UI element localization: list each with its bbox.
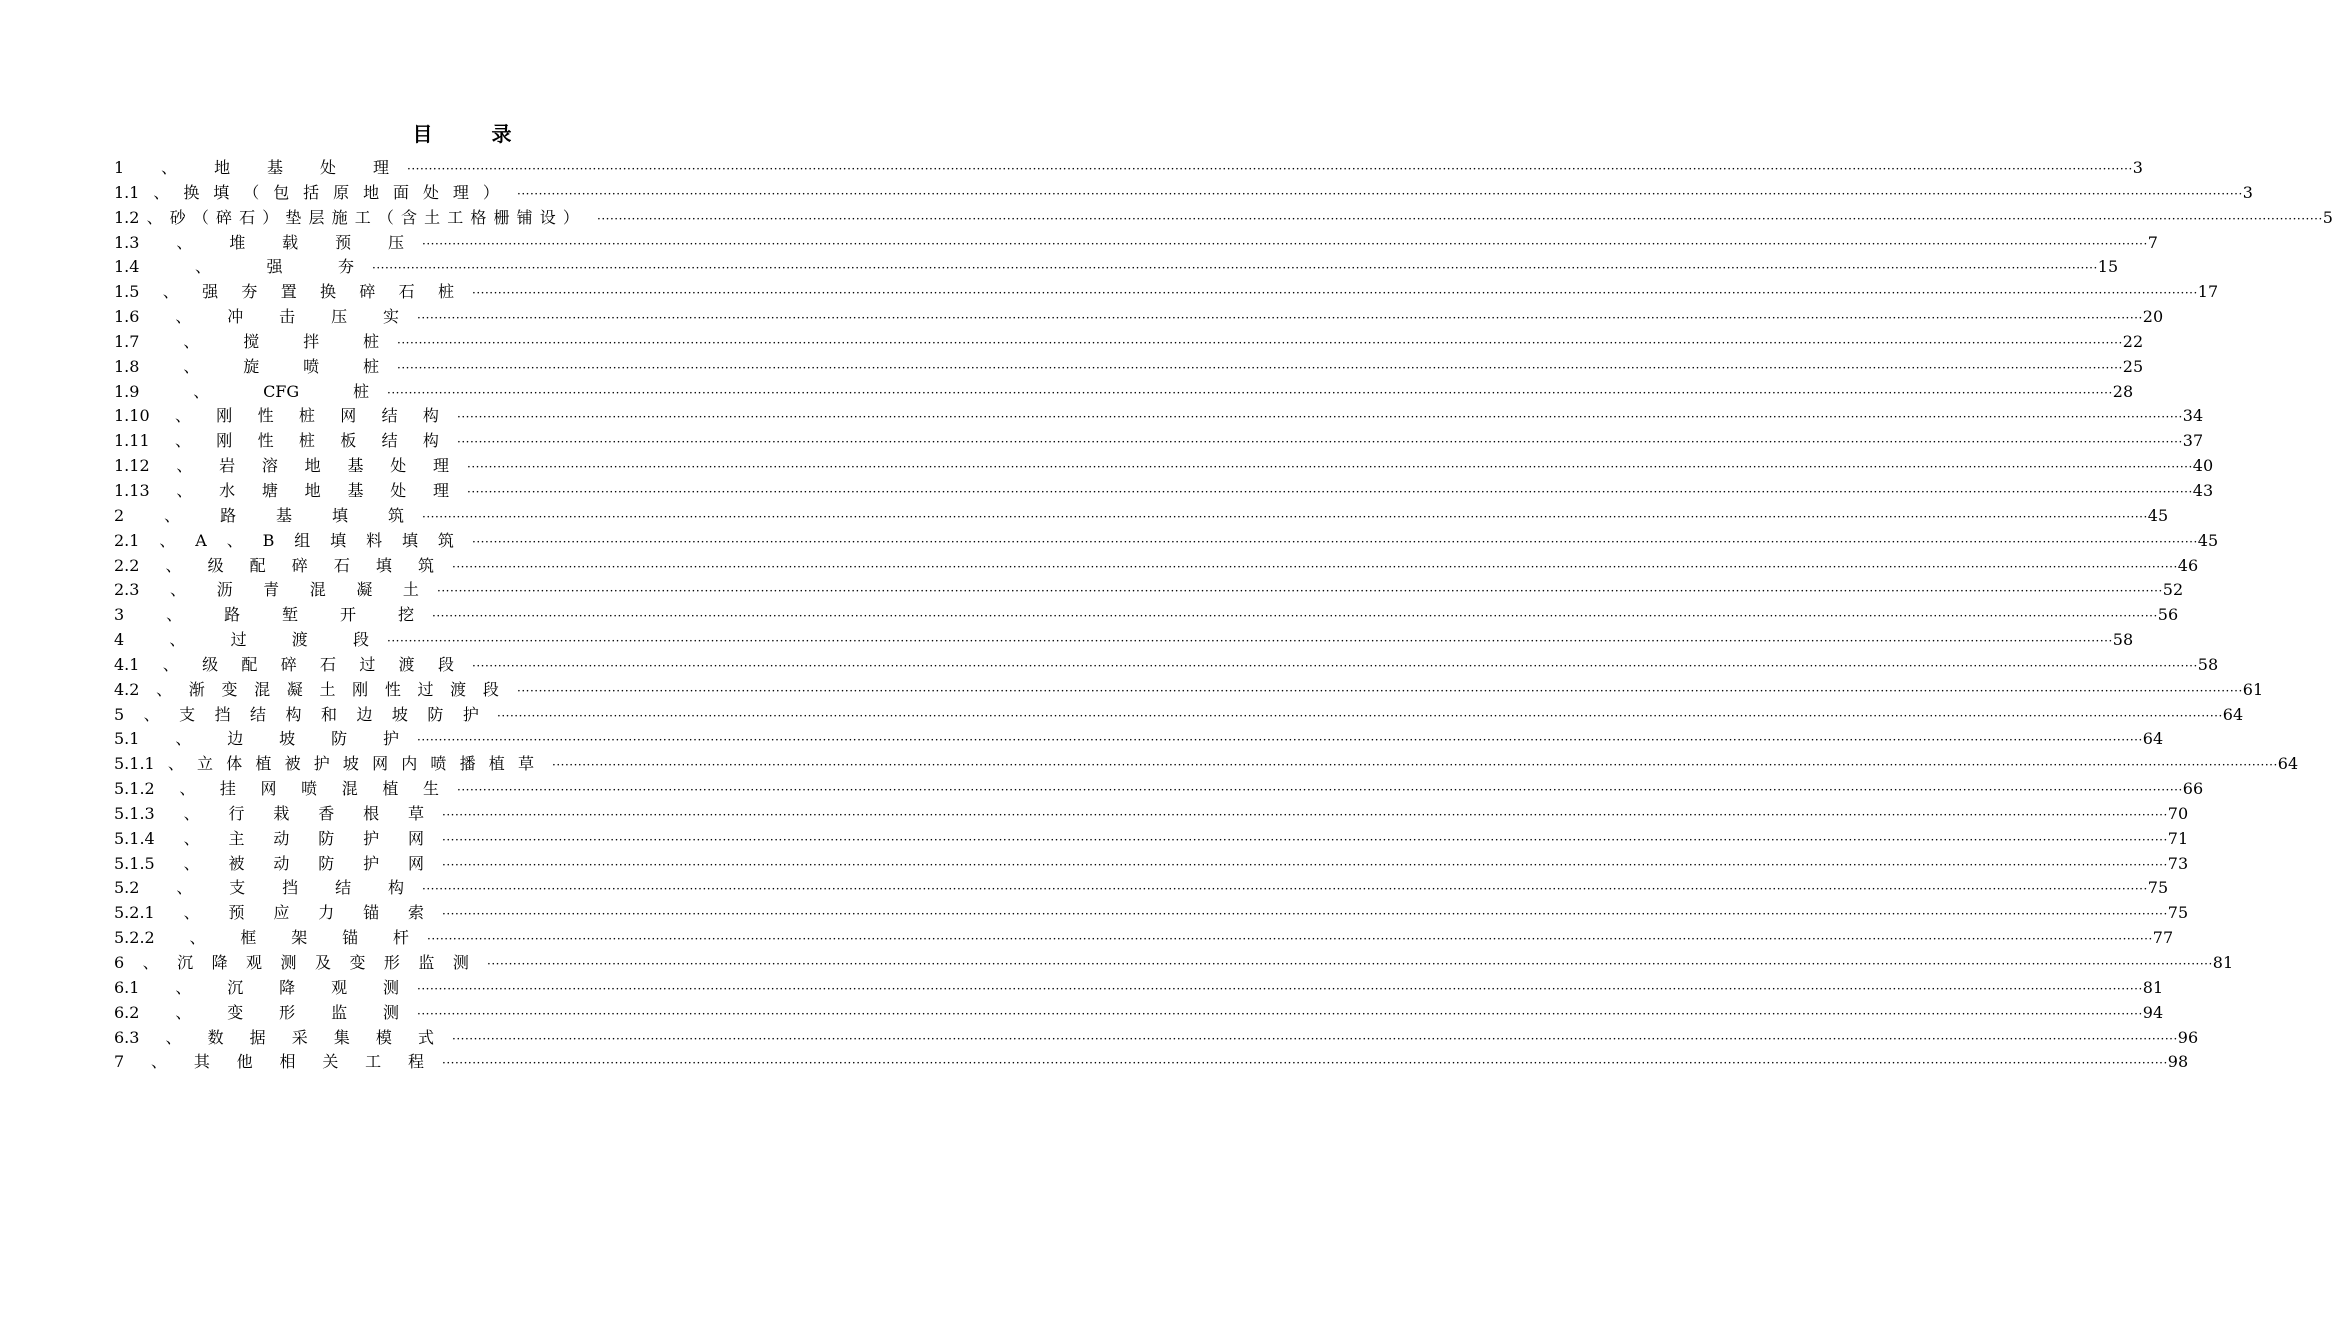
toc-entry-label: 7 、 其 他 相 关 工 程: [114, 1052, 424, 1072]
toc-entry[interactable]: [114, 504, 2169, 529]
toc-leader-dots: ················································································································································································································································································································································································································: [452, 559, 2178, 574]
toc-entry-label: 5.2 、 支 挡 结 构: [114, 878, 404, 898]
toc-entry-label: 3 、 路 堑 开 挖: [114, 605, 414, 625]
toc-leader-dots: ················································································································································································································································································································································································································: [422, 882, 2148, 897]
toc-entry-label: 6.2 、 变 形 监 测: [114, 1002, 399, 1022]
toc-entry-label: 5.1.1 、 立 体 植 被 护 坡 网 内 喷 播 植 草: [114, 754, 534, 774]
toc-leader-dots: ················································································································································································································································································································································································································: [442, 832, 2168, 847]
toc-leader-dots: ················································································································································································································································································································································································································: [517, 186, 2243, 201]
toc-page-number: 28: [2112, 381, 2134, 401]
toc-leader-dots: ················································································································································································································································································································································································································: [457, 783, 2183, 798]
toc-leader-dots: ················································································································································································································································································································································································································: [397, 360, 2123, 375]
toc-entry-label: 5.1.3 、 行 栽 香 根 草: [114, 803, 424, 823]
toc-page-number: 3: [2132, 158, 2143, 177]
toc-entry-label: 5 、 支 挡 结 构 和 边 坡 防 护: [114, 704, 479, 724]
toc-entry-label: 2.3 、 沥 青 混 凝 土: [114, 580, 419, 600]
toc-entry-label: 1.6 、 冲 击 压 实: [114, 307, 399, 327]
toc-leader-dots: ················································································································································································································································································································································································································: [417, 1006, 2143, 1021]
toc-entry-label: 5.2.1 、 预 应 力 锚 索: [114, 903, 424, 923]
toc-page-number: 20: [2142, 307, 2164, 327]
toc-leader-dots: ················································································································································································································································································································································································································: [387, 634, 2113, 649]
toc-leader-dots: ················································································································································································································································································································································································································: [417, 981, 2143, 996]
toc-page-number: 25: [2122, 356, 2144, 376]
toc-entry[interactable]: [114, 976, 2164, 1001]
toc-page-number: 64: [2222, 704, 2244, 724]
toc-entry[interactable]: [114, 305, 2164, 330]
toc-page-number: 5: [2322, 207, 2333, 227]
toc-entry[interactable]: [114, 876, 2169, 901]
toc-entry[interactable]: [114, 330, 2144, 355]
toc-page-number: 58: [2197, 654, 2219, 674]
toc-entry[interactable]: [114, 1001, 2164, 1026]
toc-entry-label: 1.13 、 水 塘 地 基 处 理: [114, 480, 449, 500]
toc-leader-dots: ················································································································································································································································································································································································································: [457, 410, 2183, 425]
toc-page-number: 66: [2182, 779, 2204, 799]
toc-entry[interactable]: [114, 678, 2264, 703]
toc-entry-label: 1.2 、 砂 （ 碎 石 ） 垫 层 施 工 （ 含 土 工 格 栅 铺 设 ）: [114, 207, 579, 227]
toc-page-number: 52: [2162, 580, 2184, 600]
toc-entry-label: 1.12 、 岩 溶 地 基 处 理: [114, 456, 449, 476]
toc-page-number: 58: [2112, 630, 2134, 650]
toc-entry[interactable]: [114, 727, 2164, 752]
toc-entry-label: 1.9 、 CFG 桩: [114, 381, 369, 401]
toc-leader-dots: ················································································································································································································································································································································································································: [472, 534, 2198, 549]
toc-leader-dots: ················································································································································································································································································································································································································: [597, 211, 2323, 226]
toc-entry[interactable]: [114, 554, 2199, 579]
toc-entry-label: 6 、 沉 降 观 测 及 变 形 监 测: [114, 953, 469, 972]
toc-entry-label: 1.5 、 强 夯 置 换 碎 石 桩: [114, 282, 454, 302]
toc-entry-label: 1 、 地 基 处 理: [114, 158, 389, 177]
toc-leader-dots: ················································································································································································································································································································································································································: [442, 807, 2168, 822]
toc-entry[interactable]: [114, 628, 2134, 653]
toc-leader-dots: ················································································································································································································································································································································································································: [397, 335, 2123, 350]
toc-leader-dots: ················································································································································································································································································································································································································: [422, 236, 2148, 251]
toc-page-number: 96: [2177, 1027, 2199, 1047]
toc-entry-label: 4.2 、 渐 变 混 凝 土 刚 性 过 渡 段: [114, 679, 499, 699]
toc-entry-label: 1.8 、 旋 喷 桩: [114, 356, 379, 376]
toc-entry[interactable]: [114, 529, 2219, 554]
toc-page-number: 45: [2147, 505, 2169, 525]
toc-entry[interactable]: [114, 255, 2119, 280]
toc-entry[interactable]: [114, 752, 2299, 777]
toc-leader-dots: ················································································································································································································································································································································································································: [407, 162, 2133, 176]
toc-entry-label: 6.1 、 沉 降 观 测: [114, 977, 399, 997]
toc-leader-dots: ················································································································································································································································································································································································································: [432, 609, 2158, 624]
toc-page-number: 73: [2167, 853, 2189, 873]
toc-entry[interactable]: [114, 802, 2189, 827]
toc-entry-label: 1.1 、 换 填 （ 包 括 原 地 面 处 理 ）: [114, 182, 499, 202]
toc-page-number: 15: [2097, 257, 2119, 277]
toc-page-number: 98: [2167, 1052, 2189, 1072]
toc-entry[interactable]: [114, 404, 2204, 429]
toc-page-number: 94: [2142, 1002, 2164, 1022]
toc-leader-dots: ················································································································································································································································································································································································································: [472, 286, 2198, 301]
toc-entry-label: 5.1.5 、 被 动 防 护 网: [114, 853, 424, 873]
toc-entry-label: 1.10 、 刚 性 桩 网 结 构: [114, 406, 439, 426]
toc-page-number: 81: [2142, 977, 2164, 997]
toc-leader-dots: ················································································································································································································································································································································································································: [442, 857, 2168, 872]
toc-entry-label: 6.3 、 数 据 采 集 模 式: [114, 1027, 434, 1047]
toc-entry-label: 4.1 、 级 配 碎 石 过 渡 段: [114, 654, 454, 674]
toc-leader-dots: ················································································································································································································································································································································································································: [487, 957, 2213, 971]
toc-entry[interactable]: [114, 156, 2143, 181]
toc-entry-label: 2 、 路 基 填 筑: [114, 505, 404, 525]
toc-entry[interactable]: [114, 479, 2214, 504]
toc-entry[interactable]: [114, 380, 2134, 405]
toc-list: [114, 156, 2333, 1075]
toc-entry[interactable]: [114, 852, 2189, 877]
toc-page-number: 81: [2212, 953, 2234, 972]
toc-entry-label: 5.1.2 、 挂 网 喷 混 植 生: [114, 779, 439, 799]
toc-entry-label: 1.11 、 刚 性 桩 板 结 构: [114, 431, 439, 451]
toc-leader-dots: ················································································································································································································································································································································································································: [467, 460, 2193, 475]
toc-page-number: 22: [2122, 331, 2144, 351]
toc-entry[interactable]: [114, 1026, 2199, 1051]
toc-entry[interactable]: [114, 926, 2174, 951]
toc-leader-dots: ················································································································································································································································································································································································································: [422, 509, 2148, 524]
toc-page-number: 64: [2277, 754, 2299, 774]
toc-entry-label: 1.4 、 强 夯: [114, 257, 354, 277]
toc-entry-label: 2.2 、 级 配 碎 石 填 筑: [114, 555, 434, 575]
toc-page-number: 70: [2167, 803, 2189, 823]
toc-leader-dots: ················································································································································································································································································································································································································: [427, 932, 2153, 947]
toc-entry[interactable]: [114, 578, 2184, 603]
toc-entry-label: 2.1 、 A 、 B 组 填 料 填 筑: [114, 530, 454, 550]
toc-page-number: 56: [2157, 605, 2179, 625]
toc-entry-label: 4 、 过 渡 段: [114, 630, 369, 650]
toc-entry[interactable]: [114, 1050, 2189, 1075]
toc-entry[interactable]: [114, 777, 2204, 802]
toc-leader-dots: ················································································································································································································································································································································································································: [417, 311, 2143, 326]
toc-title: 目 录: [412, 122, 538, 146]
toc-leader-dots: ················································································································································································································································································································································································································: [442, 907, 2168, 922]
toc-entry[interactable]: [114, 231, 2158, 256]
toc-entry-label: 5.1 、 边 坡 防 护: [114, 729, 399, 749]
toc-entry[interactable]: [114, 206, 2333, 231]
toc-entry[interactable]: [114, 181, 2253, 206]
toc-leader-dots: ················································································································································································································································································································································································································: [417, 733, 2143, 748]
toc-page-number: 61: [2242, 679, 2264, 699]
toc-entry[interactable]: [114, 653, 2219, 678]
toc-entry-label: 5.2.2 、 框 架 锚 杆: [114, 928, 409, 948]
toc-page-number: 75: [2167, 903, 2189, 923]
toc-page-number: 71: [2167, 828, 2189, 848]
toc-page-number: 37: [2182, 431, 2204, 451]
toc-entry-label: 1.7 、 搅 拌 桩: [114, 331, 379, 351]
toc-leader-dots: ················································································································································································································································································································································································································: [467, 484, 2193, 499]
toc-leader-dots: ················································································································································································································································································································································································································: [517, 683, 2243, 698]
toc-entry[interactable]: [114, 603, 2179, 628]
toc-leader-dots: ················································································································································································································································································································································································································: [452, 1031, 2178, 1046]
toc-leader-dots: ················································································································································································································································································································································································································: [457, 435, 2183, 450]
toc-leader-dots: ················································································································································································································································································································································································································: [387, 385, 2113, 400]
toc-leader-dots: ················································································································································································································································································································································································································: [437, 584, 2163, 599]
toc-page-number: 7: [2147, 232, 2158, 252]
toc-entry[interactable]: [114, 454, 2214, 479]
toc-entry[interactable]: [114, 951, 2234, 976]
toc-entry-label: 1.3 、 堆 载 预 压: [114, 232, 404, 252]
toc-entry[interactable]: [114, 355, 2144, 380]
toc-page-number: 43: [2192, 480, 2214, 500]
toc-page-number: 64: [2142, 729, 2164, 749]
toc-entry[interactable]: [114, 703, 2244, 728]
toc-leader-dots: ················································································································································································································································································································································································································: [552, 758, 2278, 773]
toc-page-number: 34: [2182, 406, 2204, 426]
toc-entry[interactable]: [114, 827, 2189, 852]
toc-entry[interactable]: [114, 280, 2219, 305]
toc-entry[interactable]: [114, 901, 2189, 926]
toc-leader-dots: ················································································································································································································································································································································································································: [472, 658, 2198, 673]
toc-page-number: 40: [2192, 456, 2214, 476]
toc-page-number: 75: [2147, 878, 2169, 898]
toc-page-number: 3: [2242, 182, 2253, 202]
toc-leader-dots: ················································································································································································································································································································································································································: [372, 261, 2098, 276]
toc-page-number: 45: [2197, 530, 2219, 550]
toc-entry[interactable]: [114, 429, 2204, 454]
toc-entry-label: 5.1.4 、 主 动 防 护 网: [114, 828, 424, 848]
toc-page-number: 77: [2152, 928, 2174, 948]
toc-leader-dots: ················································································································································································································································································································································································································: [442, 1056, 2168, 1071]
toc-page-number: 17: [2197, 282, 2219, 302]
toc-page-number: 46: [2177, 555, 2199, 575]
toc-leader-dots: ················································································································································································································································································································································································································: [497, 708, 2223, 723]
